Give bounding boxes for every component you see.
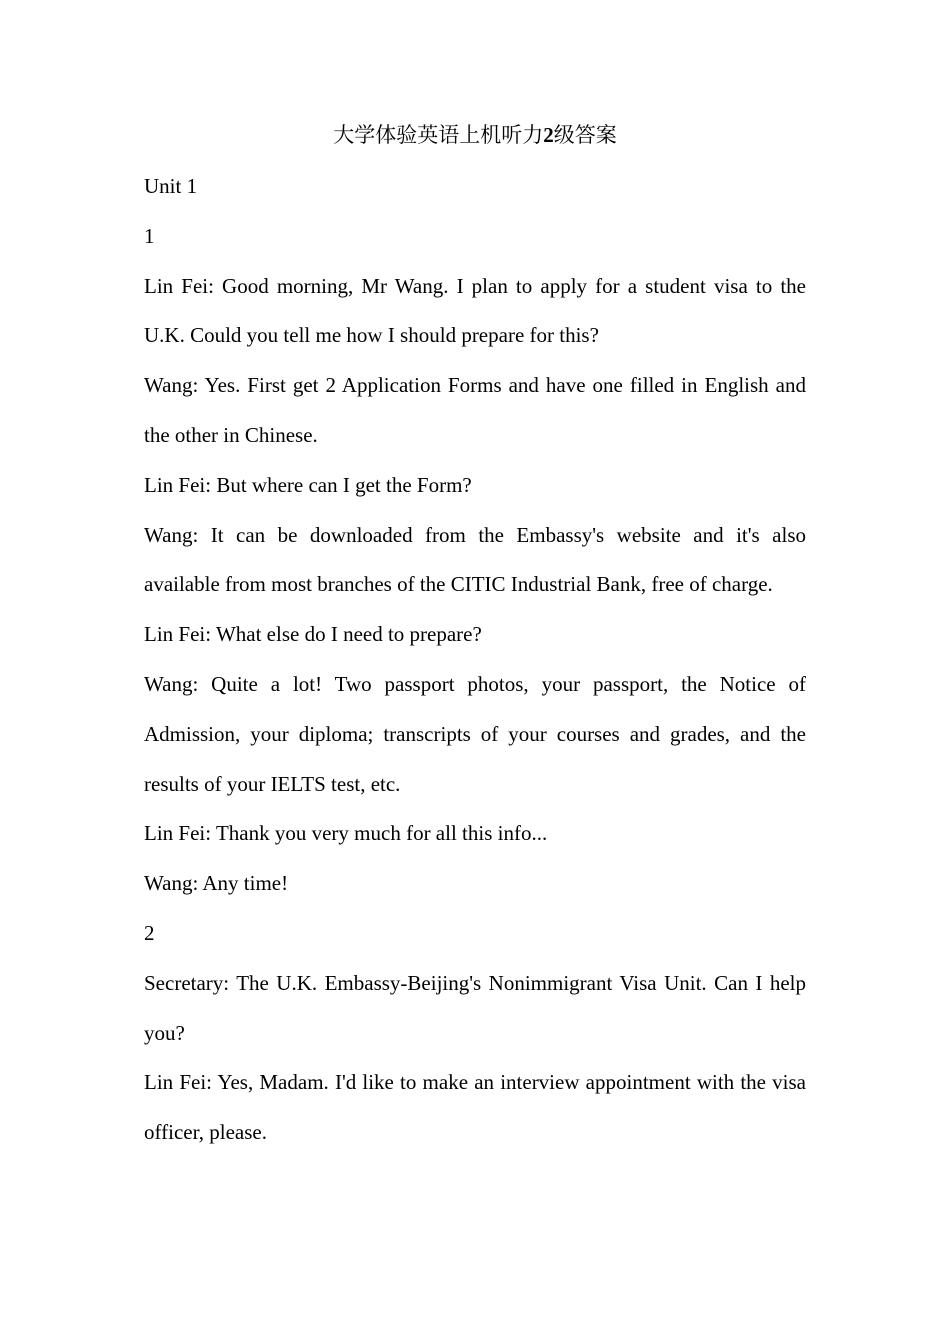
dialogue-line-secretary-1: Secretary: The U.K. Embassy-Beijing's Nonimmigrant Visa Unit. Can I help you? — [144, 970, 806, 1045]
unit-heading: Unit 1 — [144, 174, 198, 198]
dialogue-line-linfei-2: Lin Fei: But where can I get the Form? — [144, 472, 472, 497]
dialogue-line-wang-2: Wang: It can be downloaded from the Embassy's website and it's also available from most branches of the CITIC Industrial Bank, free of charge. — [144, 522, 806, 597]
title-level-number: 2 — [543, 123, 554, 147]
section-number-1: 1 — [144, 223, 155, 248]
dialogue-line-linfei-4: Lin Fei: Thank you very much for all this info... — [144, 821, 548, 846]
section-number-2: 2 — [144, 920, 155, 945]
dialogue-line-wang-1: Wang: Yes. First get 2 Application Forms and have one filled in English and the other in Chinese. — [144, 373, 806, 447]
document-title — [0, 120, 950, 150]
dialogue-line-wang-3: Wang: Quite a lot! Two passport photos, your passport, the Notice of Admission, your diploma; transcripts of your courses and grades, and the results of your IELTS test, etc. — [144, 671, 806, 796]
dialogue-line-wang-4: Wang: Any time! — [144, 871, 289, 896]
dialogue-line-linfei-3: Lin Fei: What else do I need to prepare? — [144, 622, 482, 647]
dialogue-line-linfei-1: Lin Fei: Good morning, Mr Wang. I plan to apply for a student visa to the U.K. Could you tell me how I should prepare for this? — [144, 273, 806, 348]
title-chinese-part-1: 大学体验英语上机听力 — [333, 123, 544, 147]
document-body — [144, 162, 806, 1158]
title-chinese-part-2: 级答案 — [553, 123, 617, 147]
dialogue-line-linfei-5: Lin Fei: Yes, Madam. I'd like to make an interview appointment with the visa officer, please. — [144, 1070, 806, 1145]
